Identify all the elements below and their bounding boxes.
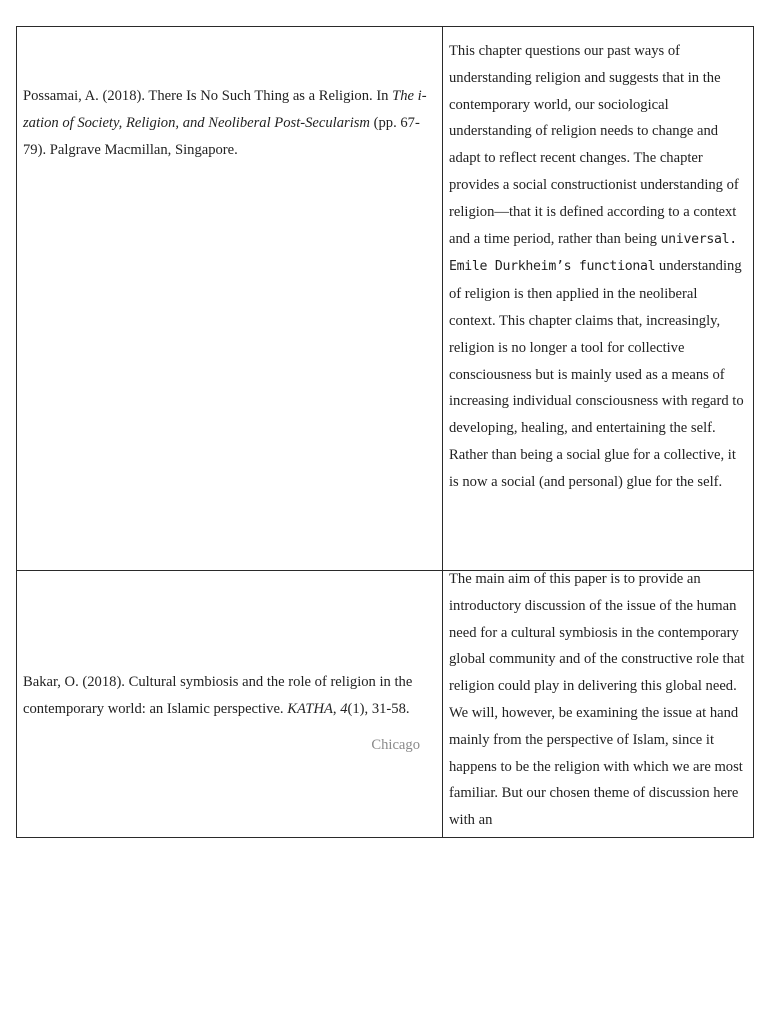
citation-style-label: Chicago [371, 737, 420, 753]
annotated-bibliography-table [16, 26, 754, 838]
citation-text [23, 669, 434, 723]
citation-cell [17, 27, 443, 571]
annotation-text [443, 27, 753, 496]
annotation-cell [443, 27, 754, 571]
citation-book-title: The i-zation of Society, Religion, and Neoliberal Post-Secularism [23, 88, 427, 131]
annotation-text: The main aim of this paper is to provide an introductory discussion of the issue of the human need for a cultural symbiosis in the contemporary global community and of the constructive role that religion could play in delivering this global need. We will, however, be examining the issue at hand mainly from the perspective of Islam, since it happens to be the religion with which we are most familiar. But our chosen theme of discussion here with an [449, 571, 745, 829]
citation-separator: , [332, 701, 341, 717]
citation-volume: 4 [340, 701, 348, 717]
table-row [17, 571, 754, 838]
table-row [17, 27, 754, 571]
annotation-part-2: universal. Emile Durkheim’s functional [449, 231, 737, 275]
annotation-part-1: This chapter questions our past ways of understanding religion and suggests that in the contemporary world, our sociological understanding of religion needs to change and adapt to reflect recent changes. The chapter provides a social constructionist understanding of religion—that it is defined according to a context and a time period, rather than being [449, 43, 739, 247]
citation-text [23, 83, 434, 164]
citation-authors-year: Possamai, A. (2018). There Is No Such Thing as a Religion. In [23, 88, 393, 104]
citation-journal: KATHA [287, 701, 333, 717]
citation-authors-title: Bakar, O. (2018). Cultural symbiosis and the role of religion in the contemporary world: an Islamic perspective. [23, 674, 413, 717]
annotation-cell [443, 571, 754, 838]
annotation-part-3: understanding of religion is then applied in the neoliberal context. This chapter claims that, increasingly, religion is no longer a tool for collective consciousness but is mainly used as a means of increasing individual consciousness with regard to developing, healing, and entertaining the self. Rather than being a social glue for a collective, it is now a social (and personal) glue for the self. [449, 258, 744, 490]
citation-issue-pages: (1), 31-58. [347, 701, 410, 717]
citation-cell [17, 571, 443, 838]
citation-pages-publisher: (pp. 67-79). Palgrave Macmillan, Singapore. [23, 115, 420, 158]
